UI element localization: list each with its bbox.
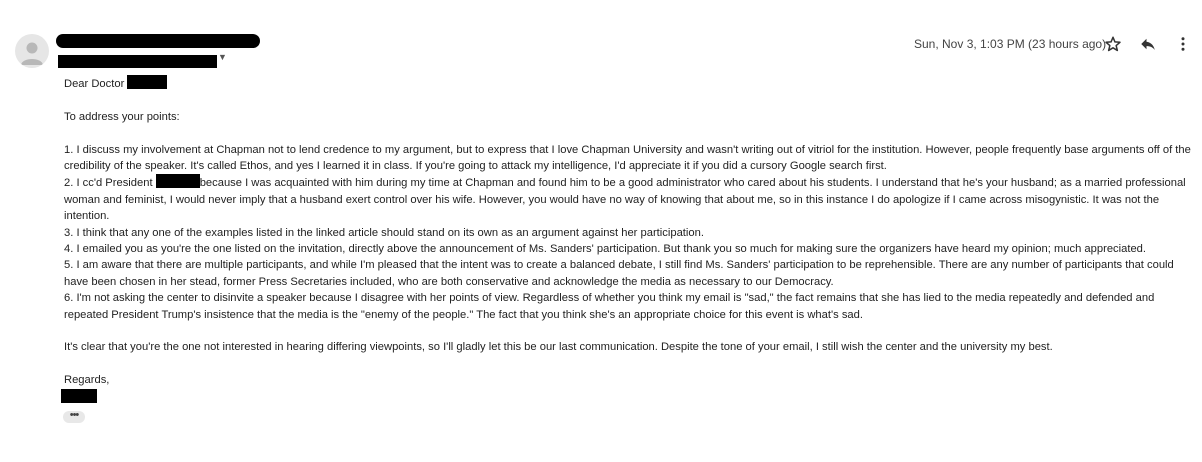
redacted-recipient-name (127, 75, 167, 89)
closing-paragraph: It's clear that you're the one not interested in hearing differing viewpoints, so I'll gladly let this be our last communication. Despite the tone of your email, I still wish the center and the university my best. (64, 341, 1053, 354)
point-2 (64, 174, 1196, 224)
person-icon (15, 34, 49, 68)
avatar[interactable] (15, 34, 49, 68)
signoff: Regards, (64, 374, 110, 387)
more-vert-icon (1174, 35, 1192, 53)
chevron-down-icon[interactable]: ▼ (218, 52, 227, 62)
more-options-button[interactable] (1172, 33, 1194, 55)
point-6: 6. I'm not asking the center to disinvite a speaker because I disagree with her points of view. Regardless of whether you think my email is "sad," the fact remains that she has lied to the media repeatedly and defended and repeated President Trump's insistence that the media is the "enemy of the people." The fact that you think she's an appropriate choice for this event is what's sad. (64, 292, 1155, 321)
point-1: 1. I discuss my involvement at Chapman not to lend credence to my argument, but to express that I love Chapman University and wasn't writing out of vitriol for the institution. However, people frequently base arguments off of the credibility of the speaker. It's called Ethos, and yes I learned it in class. If you're going to attack my intelligence, I'd appreciate it if you did a cursory Google search first. (64, 143, 1191, 172)
email-body (64, 75, 1196, 406)
redacted-signature (61, 389, 97, 403)
point-2-rest: because I was acquainted with him during my time at Chapman and found him to be a good administrator who cared about his students. I understand that he's your husband; as a married professional woman and feminist, I would never imply that a husband exert control over his wife. However, you would have no way of knowing that about me, so in this instance I do apologize if I came across misogynistic. It was not the intention. (64, 177, 1186, 223)
point-4: 4. I emailed you as you're the one listed on the invitation, directly above the announcement of Ms. Sanders' participation. But thank you so much for making sure the organizers have heard my opinion; much appreciated. (64, 243, 1146, 256)
redacted-president-name (156, 174, 200, 188)
redacted-sender-name (56, 34, 260, 48)
star-button[interactable] (1102, 33, 1124, 55)
email-date: Sun, Nov 3, 1:03 PM (23 hours ago) (914, 37, 1107, 51)
star-icon (1104, 35, 1122, 53)
show-trimmed-content-button[interactable]: ••• (63, 411, 85, 423)
point-2-start: 2. I cc'd President (64, 177, 153, 190)
reply-icon (1139, 35, 1157, 53)
point-5: 5. I am aware that there are multiple participants, and while I'm pleased that the intent was to create a balanced debate, I still find Ms. Sanders' participation to be reprehensible. There are any number of participants that could have been chosen in her stead, former Press Secretaries included, who are both conservative and acknowledge the media as necessary to our Democracy. (64, 259, 1174, 288)
reply-button[interactable] (1137, 33, 1159, 55)
redacted-recipient (58, 55, 217, 68)
greeting-line (64, 75, 1196, 92)
intro: To address your points: (64, 110, 180, 123)
point-3: 3. I think that any one of the examples listed in the linked article should stand on its own as an argument against her participation. (64, 226, 704, 239)
greeting: Dear Doctor (64, 78, 125, 90)
signature-line (64, 389, 1196, 406)
